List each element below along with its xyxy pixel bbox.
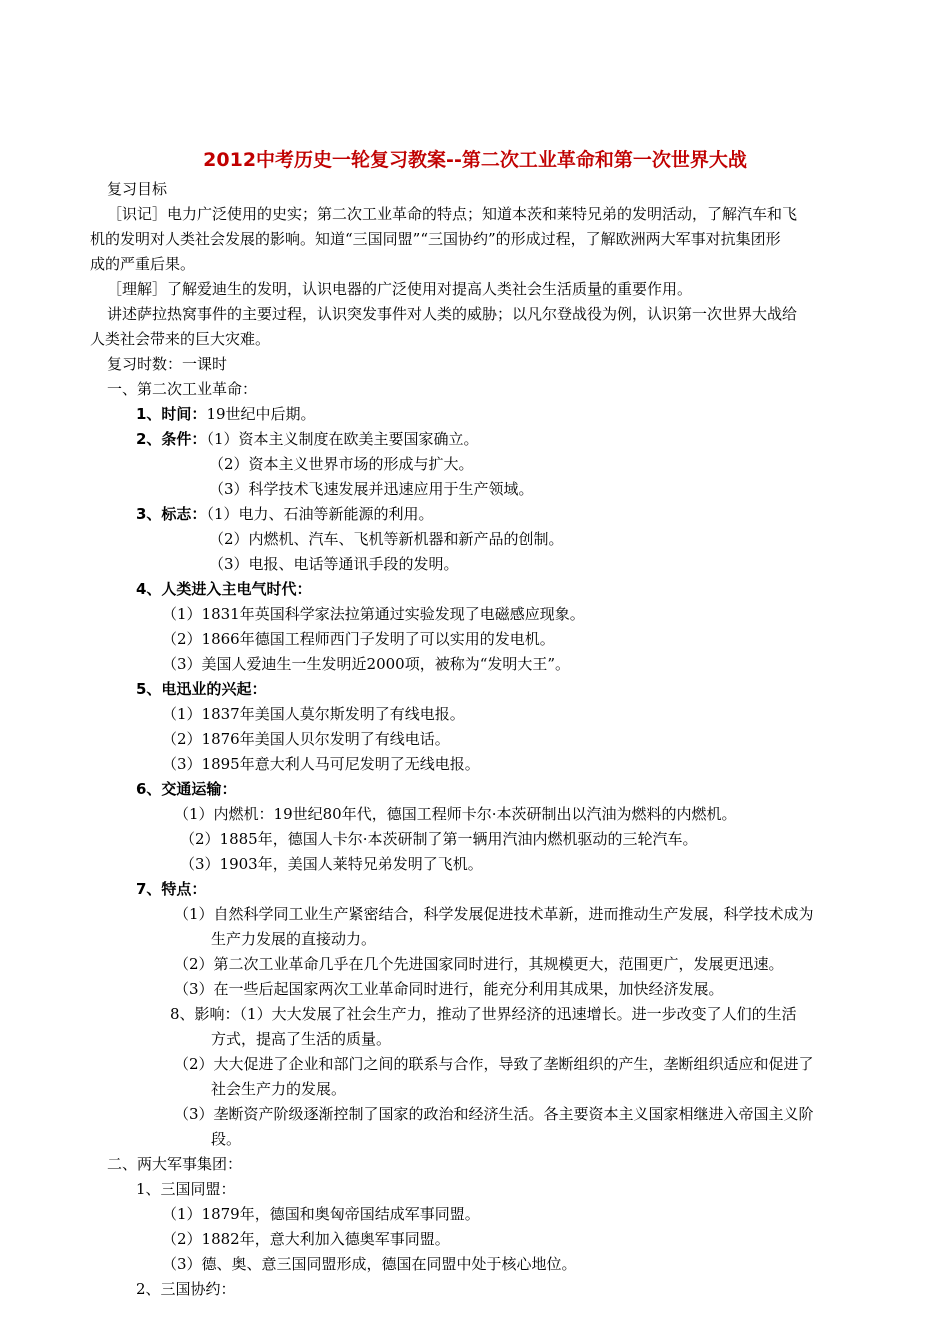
feature-3: （3）在一些后起国家两次工业革命同时进行，能充分利用其成果，加快经济发展。	[174, 980, 724, 998]
transport-label: 6、交通运输：	[136, 780, 237, 798]
transport-3: （3）1903年，美国人莱特兄弟发明了飞机。	[180, 855, 483, 873]
feature-1-line-b: 生产力发展的直接动力。	[211, 930, 377, 948]
telecom-2: （2）1876年美国人贝尔发明了有线电话。	[162, 730, 450, 748]
transport-2: （2）1885年，德国人卡尔·本茨研制了第一辆用汽油内燃机驱动的三轮汽车。	[180, 830, 698, 848]
entente-label: 2、三国协约：	[136, 1280, 236, 1298]
condition-2: （2）资本主义世界市场的形成与扩大。	[209, 455, 474, 473]
sign-3: （3）电报、电话等通讯手段的发明。	[209, 555, 459, 573]
time-label: 1、时间：	[136, 405, 207, 423]
section-1-heading: 一、第二次工业革命：	[107, 380, 258, 398]
alliance-1: （1）1879年，德国和奥匈帝国结成军事同盟。	[162, 1205, 480, 1223]
time-value: 19世纪中后期。	[206, 405, 316, 423]
document-title: 2012中考历史一轮复习教案--第二次工业革命和第一次世界大战	[203, 149, 747, 171]
recognize-line-3: 成的严重后果。	[90, 255, 196, 273]
sign-2: （2）内燃机、汽车、飞机等新机器和新产品的创制。	[209, 530, 564, 548]
understand-line: ［理解］了解爱迪生的发明，认识电器的广泛使用对提高人类社会生活质量的重要作用。	[107, 280, 693, 298]
condition-1: （1）资本主义制度在欧美主要国家确立。	[206, 430, 479, 448]
impact-3-line-b: 段。	[211, 1130, 242, 1148]
impact-1-line-a: 8、影响：（1）大大发展了社会生产力，推动了世界经济的迅速增长。进一步改变了人们的生活	[170, 1005, 797, 1023]
impact-2-line-a: （2）大大促进了企业和部门之间的联系与合作，导致了垄断组织的产生，垄断组织适应和促进了	[174, 1055, 814, 1073]
telecom-1: （1）1837年美国人莫尔斯发明了有线电报。	[162, 705, 465, 723]
sign-item	[136, 502, 433, 526]
feature-1-line-a: （1）自然科学同工业生产紧密结合，科学发展促进技术革新，进而推动生产发展，科学技术成为	[174, 905, 814, 923]
electric-1: （1）1831年英国科学家法拉第通过实验发现了电磁感应现象。	[162, 605, 585, 623]
telecom-3: （3）1895年意大利人马可尼发明了无线电报。	[162, 755, 480, 773]
impact-3-line-a: （3）垄断资产阶级逐渐控制了国家的政治和经济生活。各主要资本主义国家相继进入帝国主义阶	[174, 1105, 814, 1123]
sign-1: （1）电力、石油等新能源的利用。	[206, 505, 434, 523]
impact-2-line-b: 社会生产力的发展。	[211, 1080, 347, 1098]
electric-age-label: 4、人类进入主电气时代：	[136, 580, 312, 598]
feature-2: （2）第二次工业革命几乎在几个先进国家同时进行，其规模更大，范围更广，发展更迅速。	[174, 955, 784, 973]
recognize-line-2: 机的发明对人类社会发展的影响。知道“三国同盟”“三国协约”的形成过程，了解欧洲两大军事对抗集团形	[90, 230, 781, 248]
review-goal-label: 复习目标	[107, 180, 168, 198]
electric-3: （3）美国人爱迪生一生发明近2000项，被称为“发明大王”。	[162, 655, 571, 673]
recognize-line-1: ［识记］电力广泛使用的史实；第二次工业革命的特点；知道本茨和莱特兄弟的发明活动，了解汽车和飞	[107, 205, 798, 223]
alliance-2: （2）1882年，意大利加入德奥军事同盟。	[162, 1230, 450, 1248]
alliance-3: （3）德、奥、意三国同盟形成，德国在同盟中处于核心地位。	[162, 1255, 577, 1273]
telecom-label: 5、电迅业的兴起：	[136, 680, 267, 698]
impact-1-line-b: 方式，提高了生活的质量。	[211, 1030, 392, 1048]
electric-2: （2）1866年德国工程师西门子发明了可以实用的发电机。	[162, 630, 555, 648]
condition-item	[136, 427, 478, 451]
explain-line-2: 人类社会带来的巨大灾难。	[90, 330, 271, 348]
features-label: 7、特点：	[136, 880, 207, 898]
condition-label: 2、条件：	[136, 430, 207, 448]
explain-line-1: 讲述萨拉热窝事件的主要过程，认识突发事件对人类的威胁；以凡尔登战役为例，认识第一次世界大战给	[107, 305, 798, 323]
condition-3: （3）科学技术飞速发展并迅速应用于生产领域。	[209, 480, 534, 498]
sign-label: 3、标志：	[136, 505, 207, 523]
review-time: 复习时数：一课时	[107, 355, 228, 373]
time-item	[136, 402, 316, 426]
section-2-heading: 二、两大军事集团：	[107, 1155, 243, 1173]
transport-1: （1）内燃机：19世纪80年代，德国工程师卡尔·本茨研制出以汽油为燃料的内燃机。	[174, 805, 737, 823]
alliance-label: 1、三国同盟：	[136, 1180, 236, 1198]
